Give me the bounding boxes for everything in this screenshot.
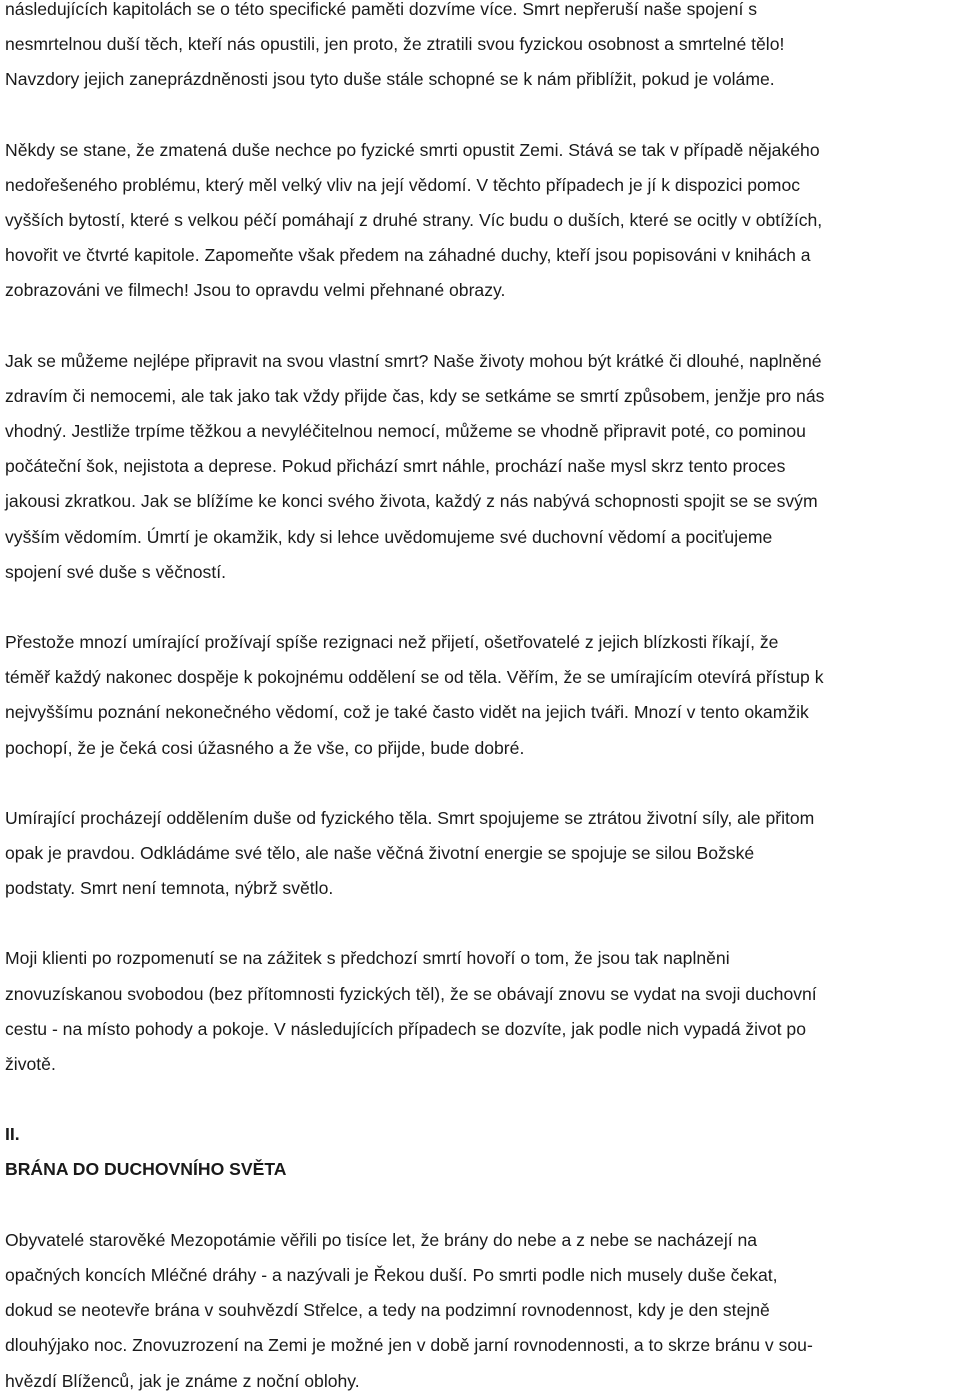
text-line: životě.	[5, 1054, 56, 1075]
text-line: zobrazováni ve filmech! Jsou to opravdu velmi přehnané obrazy.	[5, 280, 506, 301]
text-line: téměř každý nakonec dospěje k pokojnému oddělení se od těla. Věřím, že se umírajícím otevírá přístup k	[5, 667, 824, 688]
paragraph-7	[5, 1223, 957, 1399]
text-line: dokud se neotevře brána v souhvězdí Střelce, a tedy na podzimní rovnodennost, kdy je den stejně	[5, 1300, 770, 1321]
document-page	[5, 0, 957, 1399]
text-line: Jak se můžeme nejlépe připravit na svou vlastní smrt? Naše životy mohou být krátké či dlouhé, naplněné	[5, 350, 822, 371]
text-line: dlouhýjako noc. Znovuzrození na Zemi je možné jen v době jarní rovnodennosti, a to skrze bránu v sou-	[5, 1335, 813, 1356]
text-line: zdravím či nemocemi, ale tak jako tak vždy přijde čas, kdy se setkáme se smrtí způsobem, jenžje pro nás	[5, 385, 825, 406]
paragraph-6	[5, 941, 957, 1082]
paragraph-5	[5, 801, 957, 907]
text-line: nedořešeného problému, který měl velký vliv na její vědomí. V těchto případech je jí k dispozici pomoc	[5, 174, 801, 195]
paragraph-4	[5, 625, 957, 766]
text-line: vhodný. Jestliže trpíme těžkou a nevyléčitelnou nemocí, můžeme se vhodně připravit poté, co pominou	[5, 421, 806, 442]
text-line: vyšším vědomím. Úmrtí je okamžik, kdy si lehce uvědomujeme své duchovní vědomí a pociťujeme	[5, 526, 773, 547]
text-line: Navzdory jejich zaneprázdněnosti jsou tyto duše stále schopné se k nám přiblížit, pokud je voláme.	[5, 69, 775, 90]
paragraph-3	[5, 344, 957, 590]
paragraph-1	[5, 0, 957, 98]
text-line: Někdy se stane, že zmatená duše nechce po fyzické smrti opustit Zemi. Stává se tak v případě nějakého	[5, 139, 820, 160]
paragraph-spacer	[5, 309, 957, 344]
paragraph-spacer	[5, 590, 957, 625]
text-line: Umírající procházejí oddělením duše od fyzického těla. Smrt spojujeme se ztrátou životní síly, ale přitom	[5, 807, 815, 828]
text-line: pochopí, že je čeká cosi úžasného a že vše, co přijde, bude dobré.	[5, 737, 525, 758]
text-line: podstaty. Smrt není temnota, nýbrž světlo.	[5, 878, 334, 899]
text-line: hovořit ve čtvrté kapitole. Zapomeňte však předem na záhadné duchy, kteří jsou popisováni v knihách a	[5, 245, 811, 266]
paragraph-2	[5, 133, 957, 309]
text-line: spojení své duše s věčností.	[5, 561, 227, 582]
text-line: opačných koncích Mléčné dráhy - a nazývali je Řekou duší. Po smrti podle nich musely duše čekat,	[5, 1264, 778, 1285]
chapter-title: BRÁNA DO DUCHOVNÍHO SVĚTA	[5, 1159, 287, 1180]
chapter-number: II.	[5, 1124, 20, 1145]
paragraph-spacer	[5, 1082, 957, 1117]
text-line: opak je pravdou. Odkládáme své tělo, ale naše věčná životní energie se spojuje se silou Božské	[5, 843, 755, 864]
text-line: jakousi zkratkou. Jak se blížíme ke konci svého života, každý z nás nabývá schopnosti spojit se se svým	[5, 491, 818, 512]
paragraph-spacer	[5, 906, 957, 941]
paragraph-spacer	[5, 98, 957, 133]
text-line: Obyvatelé starověké Mezopotámie věřili po tisíce let, že brány do nebe a z nebe se nacházejí na	[5, 1229, 758, 1250]
text-line: vyšších bytostí, které s velkou péčí pomáhají z druhé strany. Víc budu o duších, které se ocitly v obtížích,	[5, 210, 823, 231]
text-line: Přestože mnozí umírající prožívají spíše rezignaci než přijetí, ošetřovatelé z jejich blízkosti říkají, že	[5, 632, 779, 653]
text-line: počáteční šok, nejistota a deprese. Pokud přichází smrt náhle, prochází naše mysl skrz tento proces	[5, 456, 786, 477]
text-line: cestu - na místo pohody a pokoje. V následujících případech se dozvíte, jak podle nich vypadá život po	[5, 1018, 806, 1039]
paragraph-spacer	[5, 766, 957, 801]
text-line: následujících kapitolách se o této specifické paměti dozvíme více. Smrt nepřeruší naše spojení s	[5, 0, 758, 19]
paragraph-spacer	[5, 1188, 957, 1223]
text-line: hvězdí Blíženců, jak je známe z noční oblohy.	[5, 1370, 360, 1391]
text-line: nesmrtelnou duší těch, kteří nás opustili, jen proto, že ztratili svou fyzickou osobnost a smrtelné tělo!	[5, 34, 785, 55]
text-line: znovuzískanou svobodou (bez přítomnosti fyzických těl), že se obávají znovu se vydat na svoji duchovní	[5, 983, 817, 1004]
text-line: nejvyššímu poznání nekonečného vědomí, což je také často vidět na jejich tváři. Mnozí v tento okamžik	[5, 702, 809, 723]
text-line: Moji klienti po rozpomenutí se na zážitek s předchozí smrtí hovoří o tom, že jsou tak naplněni	[5, 948, 730, 969]
